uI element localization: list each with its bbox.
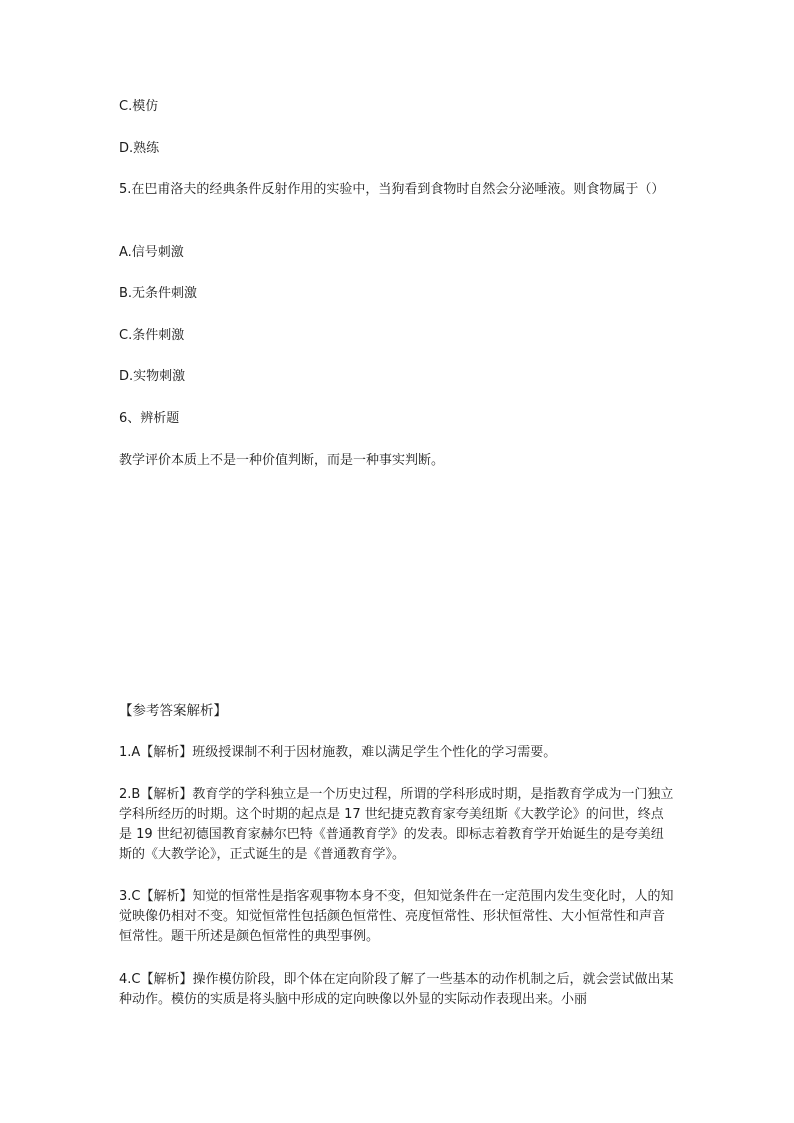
- question6-title: 6、辨析题: [119, 411, 180, 426]
- question6-statement: 教学评价本质上不是一种价值判断，而是一种事实判断。: [119, 453, 445, 468]
- question5-option-d: D.实物刺激: [119, 369, 186, 384]
- answer-item: 3.C【解析】知觉的恒常性是指客观事物本身不变，但知觉条件在一定范围内发生变化时，人的知觉映像仍相对不变。知觉恒常性包括颜色恒常性、亮度恒常性、形状恒常性、大小恒常性和声音恒常性。题干所述是颜色恒常性的典型事例。: [119, 889, 674, 944]
- question5-stem: 5.在巴甫洛夫的经典条件反射作用的实验中，当狗看到食物时自然会分泌唾液。则食物属于（）: [119, 182, 665, 197]
- question5-option-a: A.信号刺激: [119, 245, 184, 260]
- answer-item: 4.C【解析】操作模仿阶段，即个体在定向阶段了解了一些基本的动作机制之后，就会尝试做出某种动作。模仿的实质是将头脑中形成的定向映像以外显的实际动作表现出来。小丽: [119, 972, 674, 1007]
- question5-option-b: B.无条件刺激: [119, 286, 198, 301]
- answer-item: 1.A【解析】班级授课制不利于因材施教，难以满足学生个性化的学习需要。: [119, 745, 557, 760]
- question4-option-c: C.模仿: [119, 99, 159, 114]
- answer-item: 2.B【解析】教育学的学科独立是一个历史过程，所谓的学科形成时期，是指教育学成为一门独立学科所经历的时期。这个时期的起点是 17 世纪捷克教育家夸美纽斯《大教学论》的问世，终点是 19 世纪初德国教育家赫尔巴特《普通教育学》的发表。即标志着教育学开始诞生的是夸美纽斯的《大教学论》，正式诞生的是《普通教育学》。: [119, 787, 674, 862]
- question4-option-d: D.熟练: [119, 141, 160, 156]
- question5-option-c: C.条件刺激: [119, 328, 185, 343]
- answers-heading: 【参考答案解析】: [119, 703, 227, 719]
